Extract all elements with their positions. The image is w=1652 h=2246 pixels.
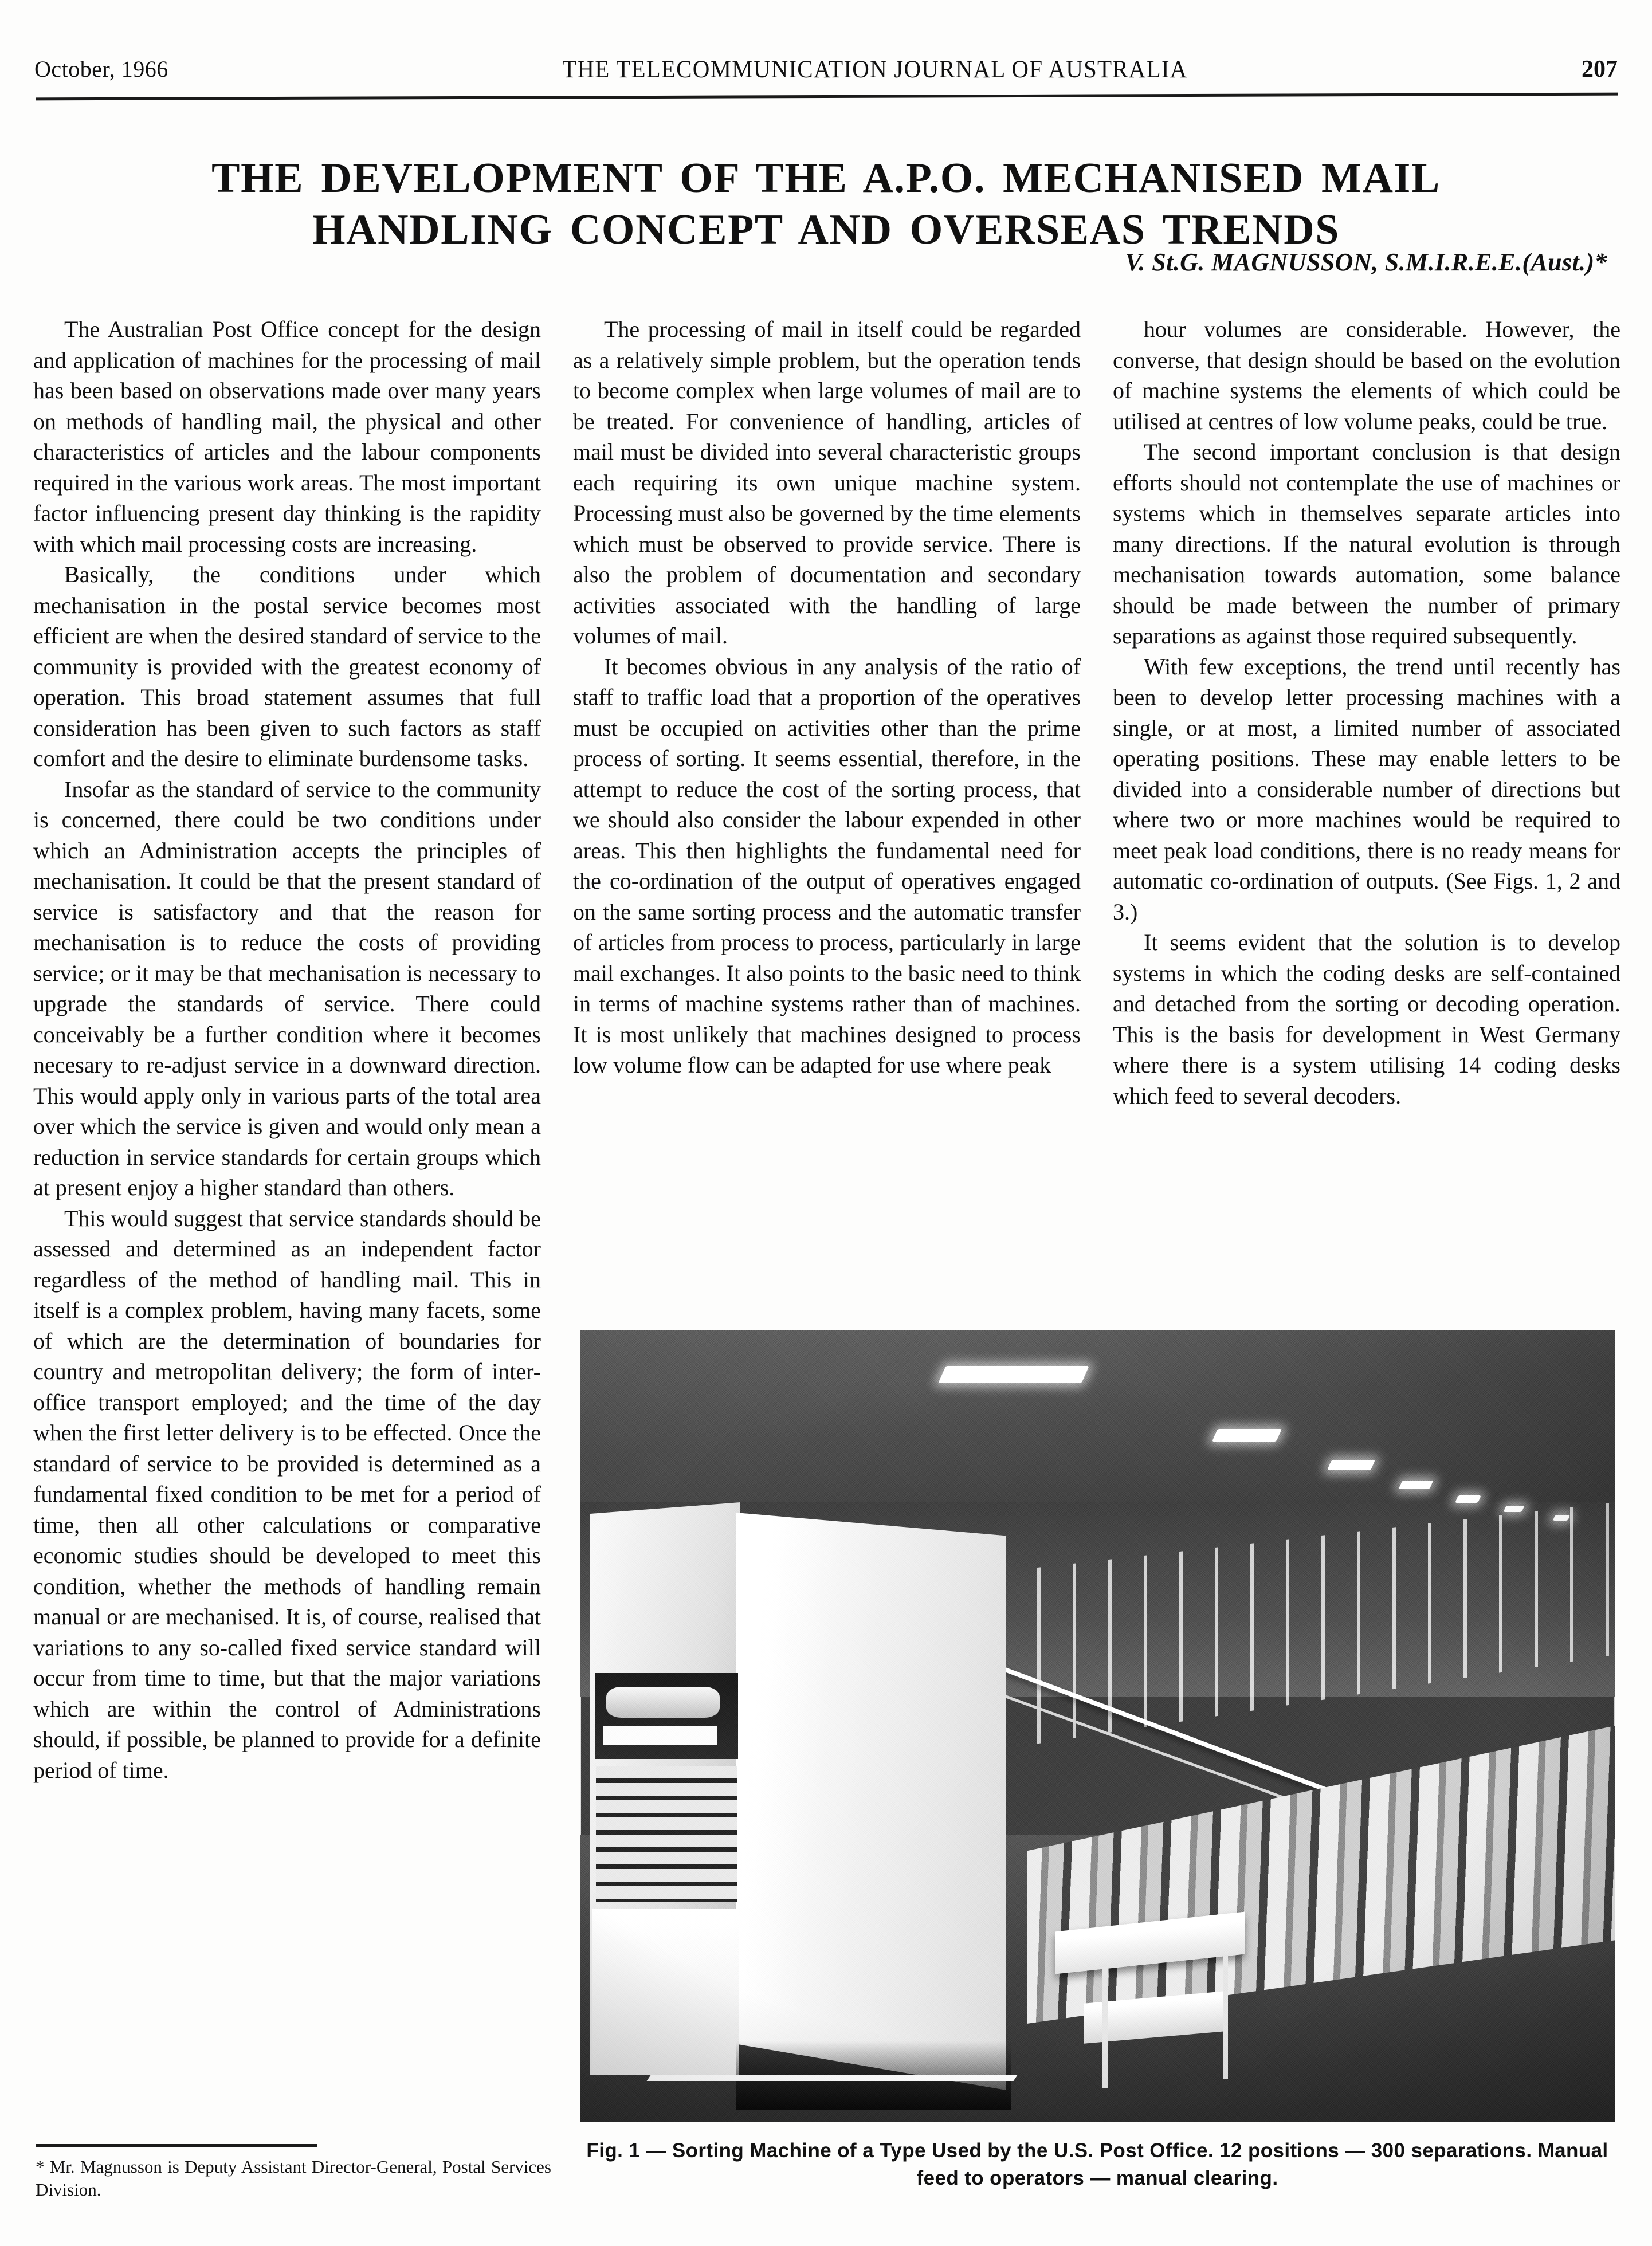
- figure-caption: Fig. 1 — Sorting Machine of a Type Used by the U.S. Post Office. 12 positions — 300 separations. Manual feed to operators — manual clearing.: [586, 2139, 1608, 2189]
- running-head: [34, 55, 1618, 87]
- paragraph: Insofar as the standard of service to the community is concerned, there could be two conditions under which an Administration accepts the principles of mechanisation. It could be that the present standard of service is satisfactory and that the reason for mechanisation is to reduce the costs of providing service; or it may be that mechanisation is necessary to upgrade the standards of service. There could conceivably be a further condition where it becomes necesary to re-adjust service in a downward direction. This would apply only in various parts of the total area over which the service is given and would only mean a reduction in service standards for certain groups which at present enjoy a higher standard than others.: [33, 776, 541, 1200]
- title-line-2: HANDLING CONCEPT AND OVERSEAS TRENDS: [312, 206, 1340, 253]
- paragraph: Basically, the conditions under which mechanisation in the postal service becomes most efficient are when the desired standard of service to the community is provided with the greatest economy of operation. This broad statement assumes that full consideration has been given to such factors as staff comfort and the desire to eliminate burdensome tasks.: [33, 562, 541, 771]
- paragraph: It seems evident that the solution is to develop systems in which the coding desks are self-contained and detached from the sorting or decoding operation. This is the basis for development in West Germany where there is a system utilising 14 coding desks which feed to several decoders.: [1113, 929, 1620, 1109]
- column-two: [573, 314, 1081, 1242]
- page-title: [40, 152, 1612, 256]
- figure-1: [580, 1330, 1615, 2192]
- journal-title: THE TELECOMMUNICATION JOURNAL OF AUSTRALIA: [562, 54, 1188, 83]
- author-footnote: * Mr. Magnusson is Deputy Assistant Director-General, Postal Services Division.: [36, 2157, 551, 2200]
- paragraph: The processing of mail in itself could be regarded as a relatively simple problem, but the operation tends to become complex when large volumes of mail are to be treated. For convenience of handling, articles of mail must be divided into several characteristic groups each requiring its own unique machine system. Processing must also be governed by the time elements which must be observed to provide service. There is also the problem of documentation and secondary activities associated with the handling of large volumes of mail.: [573, 316, 1081, 649]
- sorting-machine-photo: [580, 1330, 1615, 2122]
- paragraph: hour volumes are considerable. However, the converse, that design should be based on the evolution of machine systems the elements of which could be utilised at centres of low volume peaks, could be true.: [1113, 316, 1620, 434]
- issue-date: October, 1966: [34, 56, 168, 82]
- paragraph: The Australian Post Office concept for the design and application of machines for the processing of mail has been based on observations made over many years on methods of handling mail, the physical and other characteristics of articles and the labour components required in the various work areas. The most important factor influencing present day thinking is the rapidity with which mail processing costs are increasing.: [33, 316, 541, 557]
- page-number: 207: [1582, 56, 1618, 83]
- photo-vignette: [580, 1330, 1615, 2122]
- paragraph: With few exceptions, the trend until recently has been to develop letter processing machines with a single, or at most, a limited number of associated operating positions. These may enable letters to be divided into a considerable number of directions but where two or more machines would be required to meet peak load conditions, there is no ready means for automatic co-ordination of outputs. (See Figs. 1, 2 and 3.): [1113, 653, 1620, 925]
- title-line-1: THE DEVELOPMENT OF THE A.P.O. MECHANISED MAIL: [211, 154, 1441, 202]
- header-rule: [36, 93, 1618, 101]
- paragraph: This would suggest that service standards should be assessed and determined as an independent factor regardless of the method of handling mail. This in itself is a complex problem, having many facets, some of which are the determination of boundaries for country and metropolitan delivery; the form of inter-office transport employed; and the time of the day when the first letter delivery is to be effected. Once the standard of service to be provided is determined as a fundamental fixed condition to be met for a period of time, then all other calculations or comparative economic studies should be developed to meet this condition, whether the methods of handling remain manual or are mechanised. It is, of course, realised that variations to any so-called fixed service standard will occur from time to time, but that the major variations which are within the control of Administrations should, if possible, be planned to provide for a definite period of time.: [33, 1205, 541, 1783]
- footnote-rule: [36, 2144, 317, 2147]
- column-one: [33, 314, 541, 2084]
- author-byline: V. St.G. MAGNUSSON, S.M.I.R.E.E.(Aust.)*: [1125, 248, 1607, 276]
- paragraph: The second important conclusion is that design efforts should not contemplate the use of machines or systems which in themselves separate articles into many directions. If the natural evolution is through mechanisation towards automation, some balance should be made between the number of primary separations as against those required subsequently.: [1113, 439, 1620, 649]
- paragraph: It becomes obvious in any analysis of the ratio of staff to traffic load that a proportion of the operatives must be occupied on activities other than the prime process of sorting. It seems essential, therefore, in the attempt to reduce the cost of the sorting process, that we should also consider the labour expended in other areas. This then highlights the fundamental need for the co-ordination of the output of operatives engaged on the same sorting process and the automatic transfer of articles from process to process, particularly in large mail exchanges. It also points to the basic need to think in terms of machine systems rather than of machines. It is most unlikely that machines designed to process low volume flow can be adapted for use where peak: [573, 653, 1081, 1078]
- column-three: [1113, 314, 1620, 1242]
